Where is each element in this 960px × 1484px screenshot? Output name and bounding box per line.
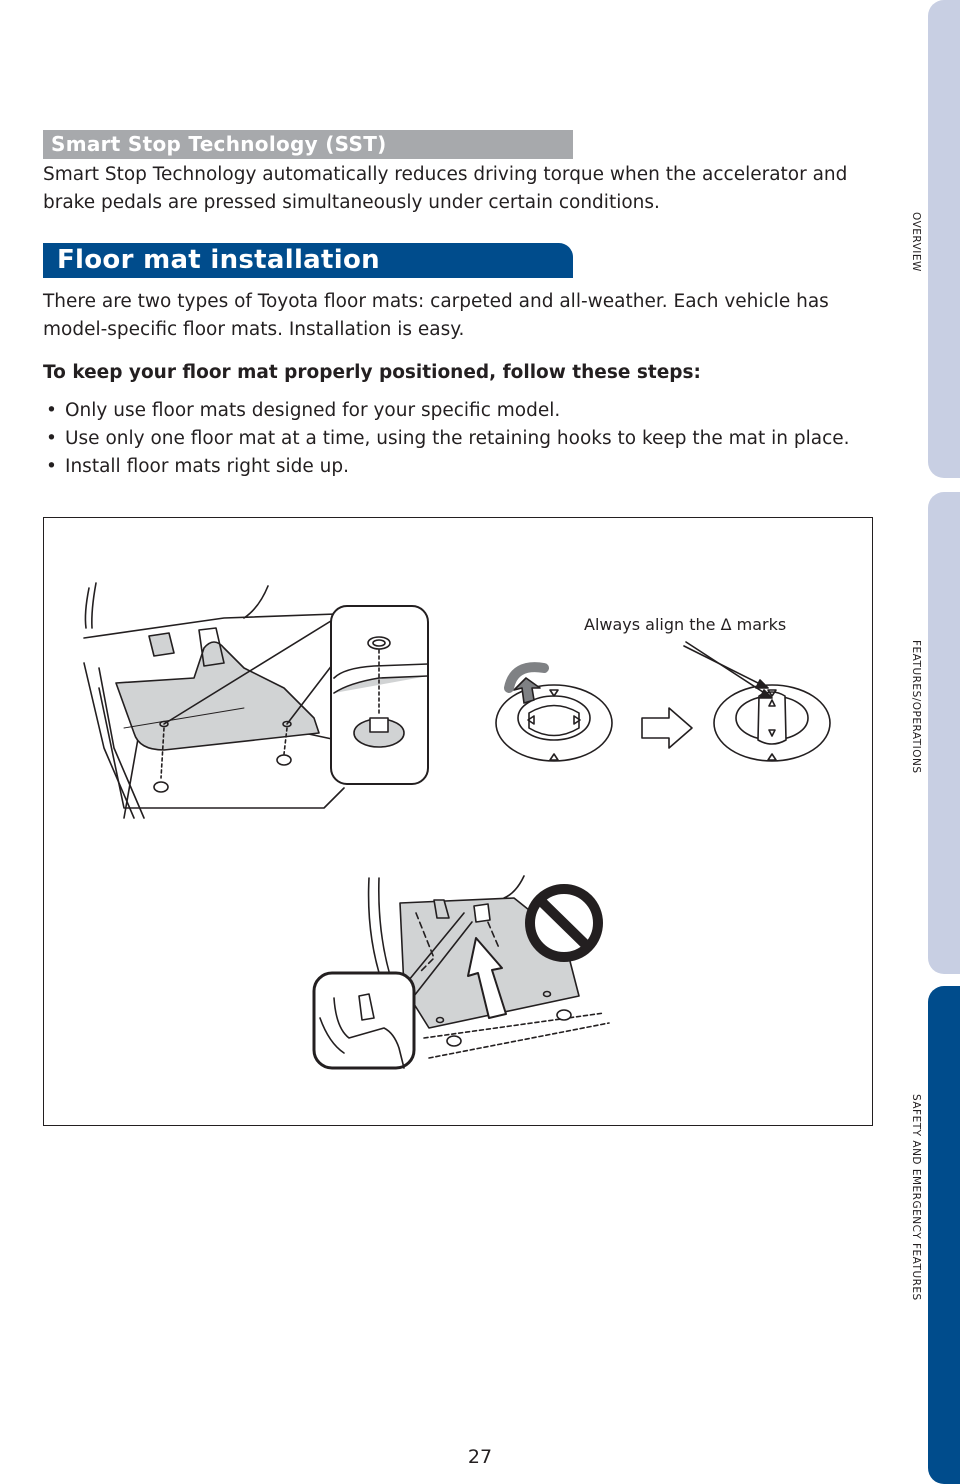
side-tab-safety[interactable] — [928, 986, 960, 1484]
floor-mat-drawing — [44, 518, 872, 1125]
floor-mat-steps-intro: To keep your floor mat properly positioned, follow these steps: — [43, 362, 701, 383]
floor-mat-section-heading: Floor mat installation — [43, 243, 573, 278]
floor-mat-paragraph: There are two types of Toyota floor mats: carpeted and all-weather. Each vehicle has model-specific floor mats. Installation is easy. — [43, 291, 829, 340]
side-tab-overview[interactable] — [928, 0, 960, 478]
bullet-item: • Only use floor mats designed for your specific model. — [43, 397, 873, 425]
floor-mat-illustration — [43, 517, 873, 1126]
bullet-item: • Install floor mats right side up. — [43, 453, 873, 481]
floor-mat-bullet-list — [43, 397, 873, 481]
bullet-item: • Use only one floor mat at a time, using the retaining hooks to keep the mat in place. — [43, 425, 873, 453]
side-tab-features[interactable] — [928, 492, 960, 974]
retaining-hook-rotate-drawing — [496, 642, 830, 761]
side-tab-safety-label: SAFETY AND EMERGENCY FEATURES — [910, 1094, 922, 1301]
sst-paragraph: Smart Stop Technology automatically reduces driving torque when the accelerator and brake pedals are pressed simultaneously under certain conditions. — [43, 164, 848, 213]
hook-zoom-callout — [331, 606, 428, 784]
sst-section-heading: Smart Stop Technology (SST) — [43, 130, 573, 159]
page-number: 27 — [467, 1446, 493, 1468]
align-marks-callout: Always align the Δ marks — [584, 615, 787, 634]
incorrect-installation-drawing — [314, 876, 609, 1068]
side-tab-overview-label: OVERVIEW — [910, 212, 922, 272]
side-tab-features-label: FEATURES/OPERATIONS — [910, 640, 922, 774]
